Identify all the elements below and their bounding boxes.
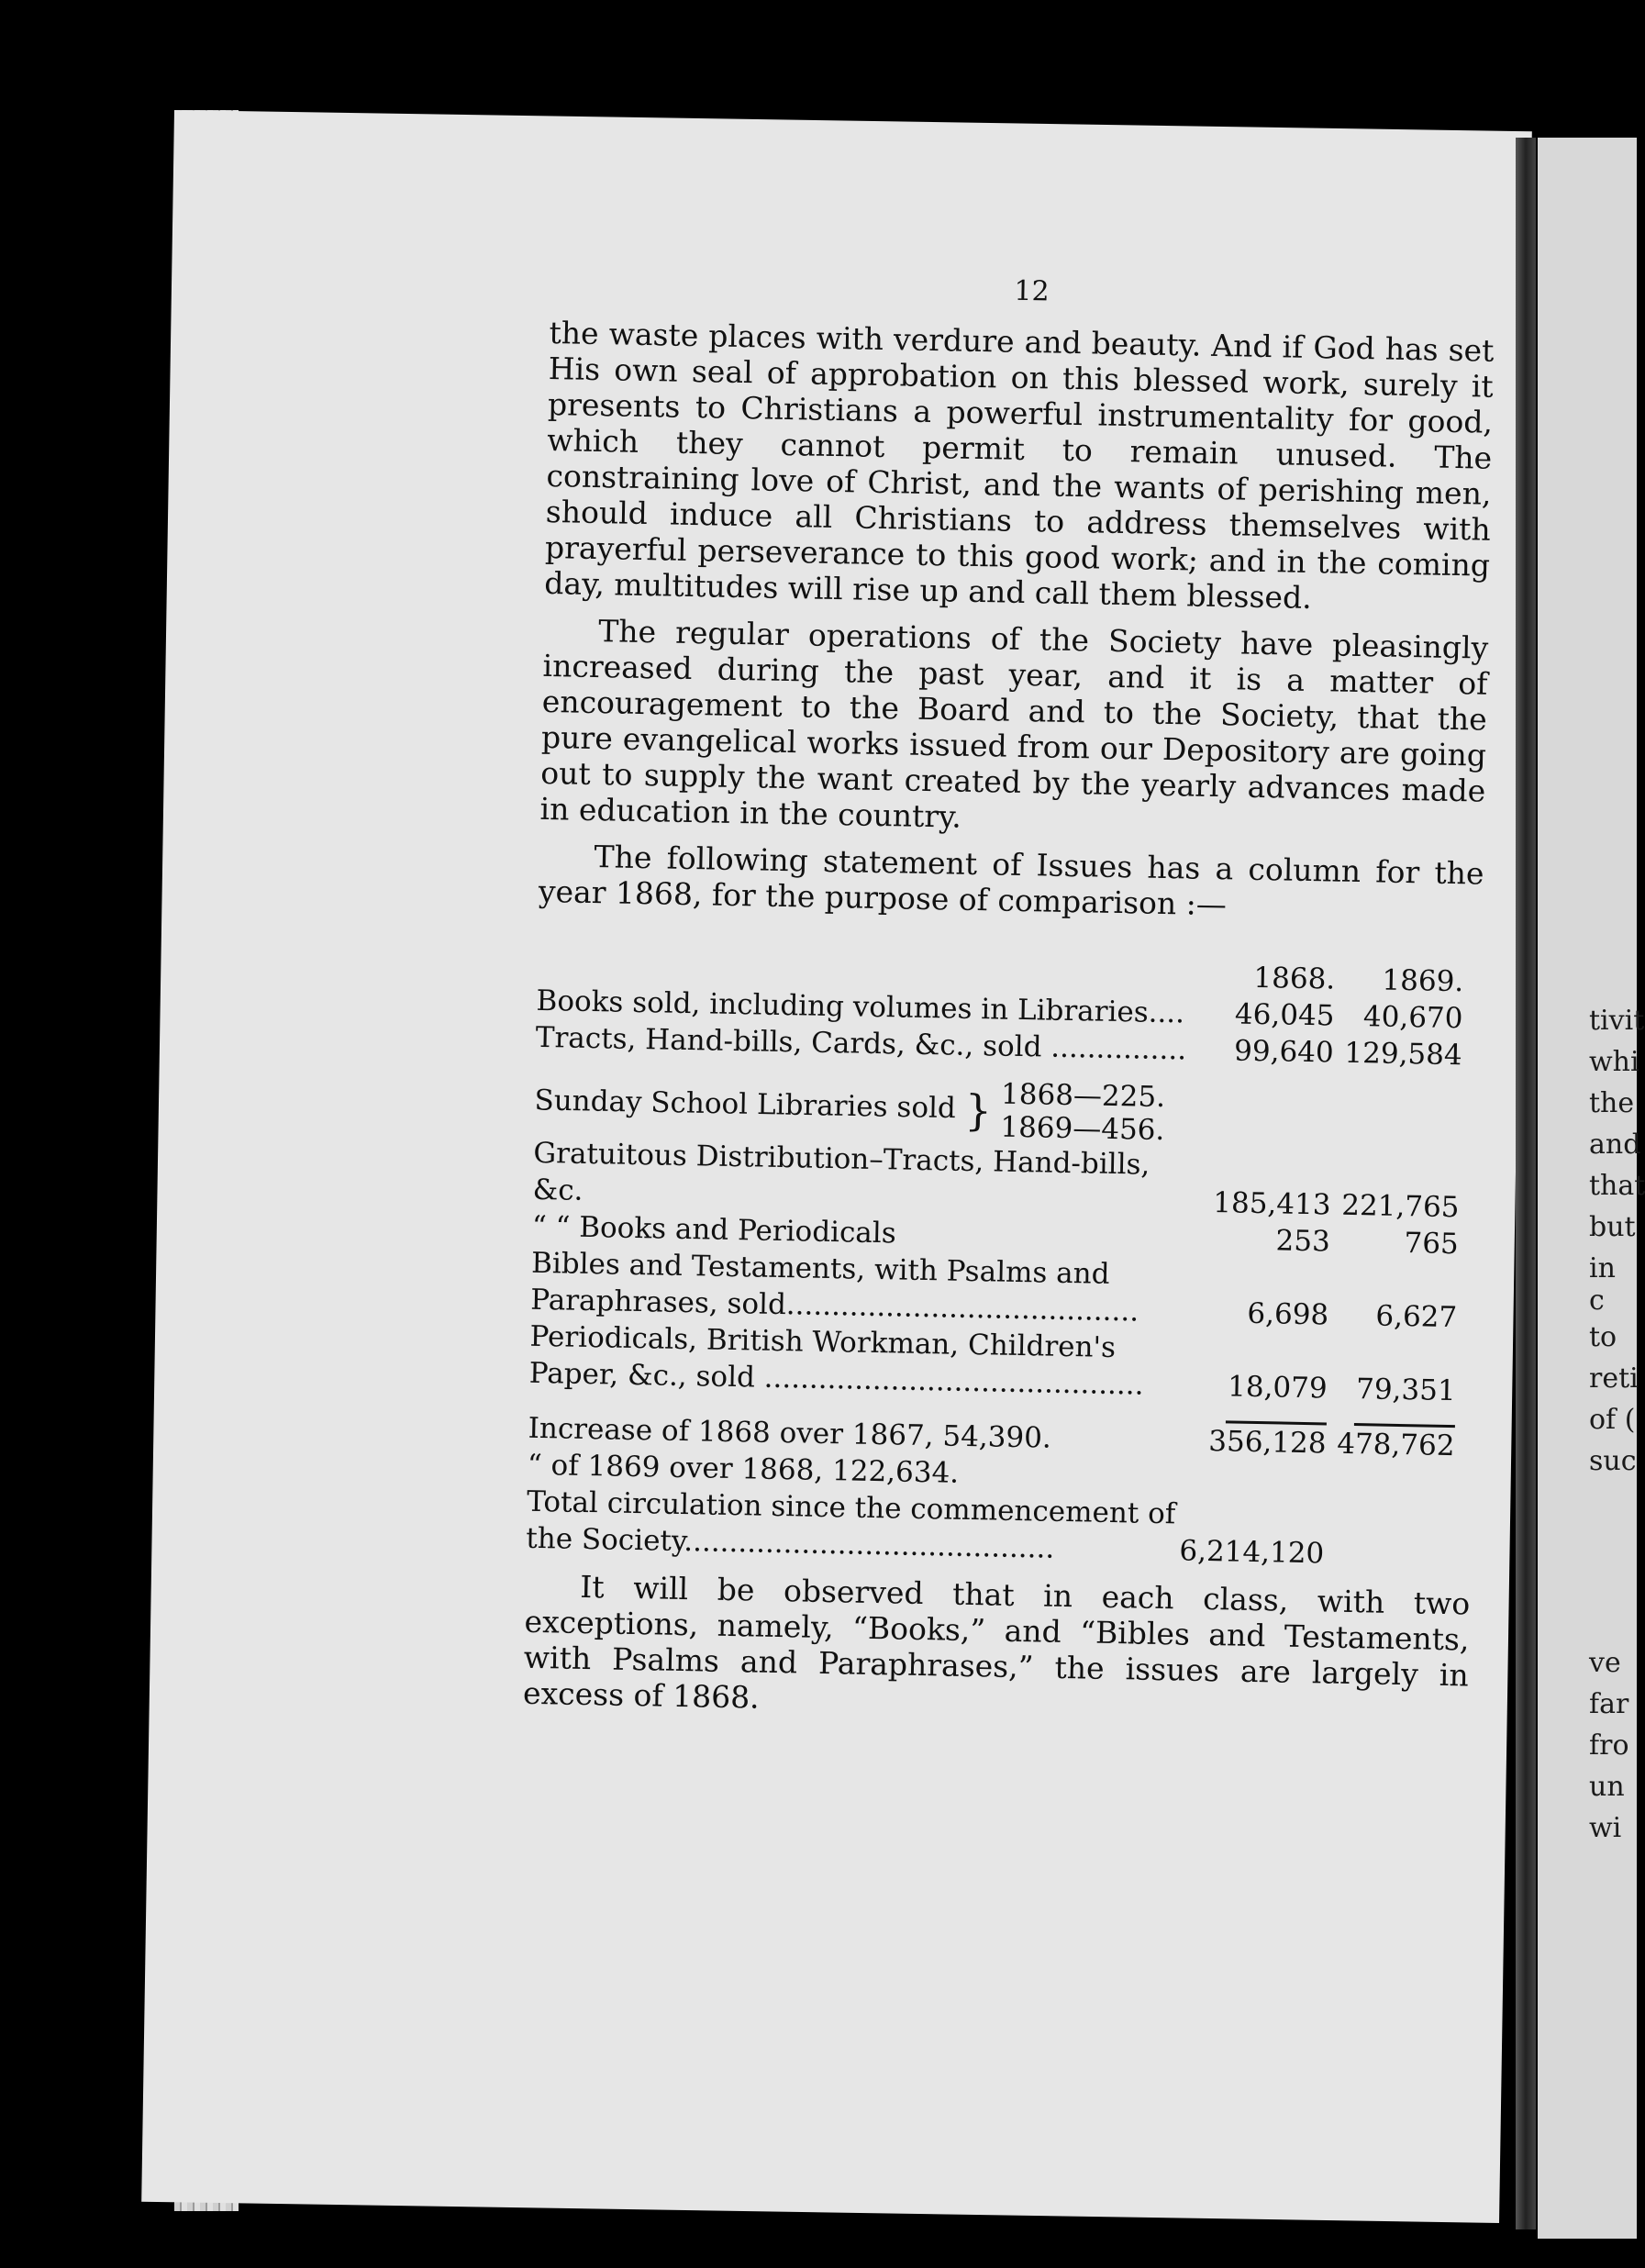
row-label: Books sold, including volumes in Libraries.... <box>536 984 1185 1030</box>
facing-page-fragment: wi <box>1589 1812 1622 1844</box>
row-label: “ “ Books and Periodicals <box>531 1209 897 1251</box>
value-1868: 18,079 <box>1227 1370 1328 1406</box>
value-1869: 129,584 <box>1344 1036 1463 1073</box>
closing-paragraph: It will be observed that in each class, with two exceptions, namely, “Books,” and “Bibles and Testaments, with Psalms and Paraphrases,” the issues are largely in excess of 1868. <box>522 1568 1471 1716</box>
paragraph: The following statement of Issues has a column for the year 1868, for the purpose of comparison :— <box>538 839 1484 923</box>
issues-table <box>526 946 1464 1574</box>
facing-page-fragment: in c <box>1589 1252 1616 1317</box>
row-label-group <box>534 1056 1189 1148</box>
facing-page-fragment: un <box>1589 1771 1625 1803</box>
row-label: Tracts, Hand-bills, Cards, &c., sold ............... <box>535 1020 1187 1067</box>
facing-page-fragment: suc <box>1589 1445 1637 1477</box>
facing-page-fragment: of ( <box>1589 1404 1636 1436</box>
row-label: Bibles and Testaments, with Psalms and Paraphrases, sold....................................... <box>530 1246 1139 1329</box>
value-1869: 40,670 <box>1362 1000 1463 1036</box>
paragraph: the waste places with verdure and beauty. And if God has set His own seal of approbation on this blessed work, surely it presents to Christians a powerful instrumentality for good, which they cannot permit to remain unused. The constraining love of Christ, and the wants of perishing men, should induce all Christians to address themselves with prayerful perseverance to this good work; and in the coming day, multitudes will rise up and call them blessed. <box>543 314 1495 616</box>
libraries-1869: 1869—456. <box>1000 1110 1165 1148</box>
facing-page-fragment: ve <box>1589 1647 1621 1679</box>
page-number: 12 <box>1014 274 1050 308</box>
value-1869: 221,765 <box>1340 1188 1460 1225</box>
facing-page-fragment: whi <box>1589 1046 1639 1078</box>
row-label: Sunday School Libraries sold <box>534 1084 957 1126</box>
total-circulation-label: Total circulation since the commencement of the Society......................................... <box>526 1484 1176 1565</box>
value-1869: 765 <box>1404 1227 1460 1262</box>
facing-page-fragment: and <box>1589 1128 1641 1161</box>
value-1869: 79,351 <box>1355 1373 1456 1408</box>
libraries-breakdown <box>1000 1078 1165 1147</box>
value-1868: 99,640 <box>1233 1034 1335 1070</box>
column-header-1868: 1868. <box>1253 961 1336 996</box>
value-1868: 185,413 <box>1212 1186 1331 1222</box>
column-header-1869: 1869. <box>1382 963 1464 999</box>
book-gutter <box>1516 138 1536 2229</box>
paragraph: The regular operations of the Society have pleasingly increased during the past year, and it is a matter of encouragement to the Board and to the Society, that the pure evangelical works issued from our Depository are going out to supply the want created by the yearly advances made in education in the country. <box>539 613 1489 835</box>
facing-page-fragment: to <box>1589 1321 1617 1353</box>
increase-1869: “ of 1869 over 1868, 122,634. <box>527 1448 960 1490</box>
row-label: Periodicals, British Workman, Children's Paper, &c., sold .......................................... <box>528 1319 1144 1402</box>
total-1868: 356,128 <box>1207 1425 1327 1461</box>
facing-page-fragment: reti <box>1589 1362 1639 1395</box>
facing-page-fragment: that <box>1589 1170 1645 1202</box>
facing-page-fragment: fro <box>1589 1729 1629 1762</box>
value-1869: 6,627 <box>1375 1299 1458 1335</box>
facing-page-fragment: tivit <box>1589 1005 1645 1037</box>
libraries-1868: 1868—225. <box>1000 1077 1166 1115</box>
value-1868: 6,698 <box>1247 1296 1329 1332</box>
value-1868: 46,045 <box>1234 997 1335 1033</box>
value-1868: 253 <box>1275 1224 1331 1259</box>
increase-1868: Increase of 1868 over 1867, 54,390. <box>528 1411 1052 1455</box>
facing-page-fragment: the <box>1589 1087 1635 1119</box>
total-1869: 478,762 <box>1336 1427 1455 1463</box>
page-content <box>523 266 1495 1729</box>
brace-glyph: } <box>964 1084 993 1136</box>
facing-page-fragment: far <box>1589 1688 1629 1720</box>
facing-page-fragment: but <box>1589 1211 1636 1243</box>
row-label: Gratuitous Distribution–Tracts, Hand-bills, &c. <box>532 1136 1150 1207</box>
total-circulation-value: 6,214,120 <box>1179 1534 1325 1571</box>
